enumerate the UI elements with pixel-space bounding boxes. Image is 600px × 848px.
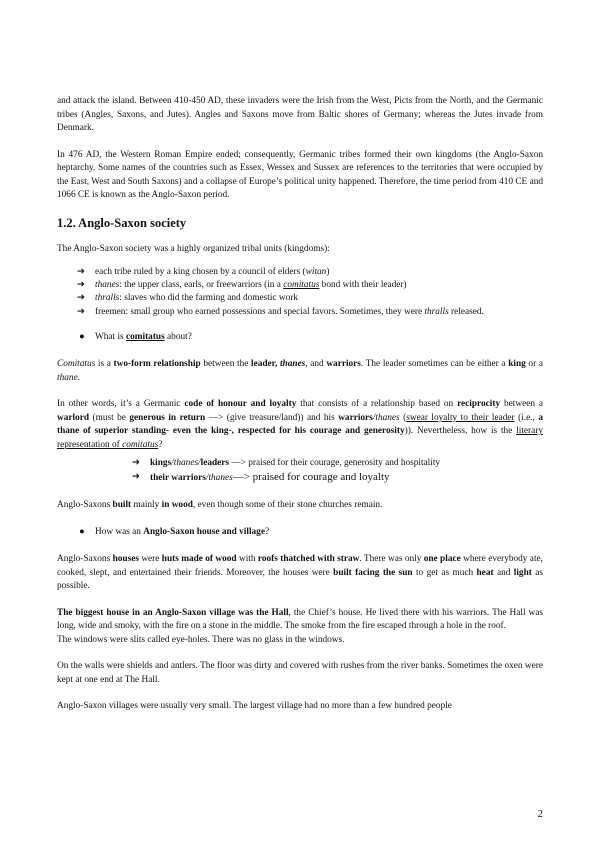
built-paragraph: Anglo-Saxons built mainly in wood, even though some of their stone churches remain. — [57, 500, 383, 511]
question-house-village: ● How was an Anglo-Saxon house and village? — [77, 526, 543, 540]
intro-paragraph-2: In 476 AD, the Western Roman Empire ended; consequently, Germanic tribes formed their own kingdoms (the Anglo-Saxon heptarchy. Some names of the countries such as Essex, Wessex and Sussex are references to the territories that were occupied by the East, West and South Saxons) and a collapse of Europe’s political unity happened. Therefore, the time period from 410 CE and 1066 CE is known as the Anglo-Saxon period. — [57, 149, 543, 200]
other-words-paragraph: In other words, it’s a Germanic code of honour and loyalty that consists of a relationship based on reciprocity between a warlord (must be generous in return —> (give treasure/land)) and his warriors/thanes (swear loyalty to their leader (i.e., a thane of superior standing- even the king-, respected for his courage and generosity)). Nevertheless, how is the literary representation of comitatus? — [57, 399, 543, 450]
page-content — [57, 95, 543, 714]
arrow-icon: ➔ — [77, 306, 85, 317]
arrow-icon: ➔ — [77, 280, 85, 291]
arrow-icon: ➔ — [132, 472, 140, 483]
list-item: ➔ their warriors/thanes—> praised for courage and loyalty — [132, 471, 390, 484]
villages-paragraph: Anglo-Saxon villages were usually very small. The largest village had no more than a few hundred people — [57, 701, 452, 712]
praise-list — [132, 456, 543, 485]
comitatus-paragraph: Comitatus is a two-form relationship between the leader, thanes, and warriors. The leader sometimes can be either a king or a thane. — [57, 359, 543, 383]
arrow-icon: ➔ — [77, 267, 85, 277]
society-list — [77, 266, 543, 319]
intro-paragraph-1: and attack the island. Between 410-450 AD, these invaders were the Irish from the West, Picts from the North, and the Germanic tribes (Angles, Saxons, and Jutes). Angles and Saxons move from Baltic shores of Germany; whereas the Jutes invade from Denmark. — [57, 96, 543, 133]
hall-paragraph: The biggest house in an Anglo-Saxon village was the Hall, the Chief’s house. He lived there with his warriors. The Hall was long, wide and smoky, with the fire on a stone in the middle. The smoke from the fire escaped through a hole in the roof. — [57, 607, 543, 632]
walls-paragraph: On the walls were shields and antlers. The floor was dirty and covered with rushes from the river banks. Sometimes the oxen were kept at one end at The Hall. — [57, 661, 543, 685]
windows-paragraph: The windows were slits called eye-holes. There was no glass in the windows. — [57, 634, 345, 645]
bullet-icon: ● — [79, 331, 85, 342]
list-item: ➔ freemen: small group who earned possessions and special favors. Sometimes, they were thralls released. — [77, 306, 543, 319]
list-item: ➔ thralls: slaves who did the farming and domestic work — [77, 292, 543, 305]
arrow-icon: ➔ — [77, 293, 85, 304]
page-number: 2 — [537, 808, 543, 820]
question-comitatus: ● What is comitatus about? — [77, 331, 543, 345]
section-lead: The Anglo-Saxon society was a highly organized tribal units (kingdoms): — [57, 243, 330, 254]
section-heading: 1.2. Anglo-Saxon society — [57, 215, 187, 230]
arrow-icon: ➔ — [132, 458, 140, 469]
houses-paragraph: Anglo-Saxons houses were huts made of wood with roofs thatched with straw. There was only one place where everybody ate, cooked, slept, and entertained their friends. Moreover, the houses were built facing the sun to get as much heat and light as possible. — [57, 554, 543, 592]
bullet-icon: ● — [79, 526, 85, 537]
list-item: ➔ thanes: the upper class, earls, or freewarriors (in a comitatus bond with their leader) — [77, 279, 543, 292]
list-item: ➔ kings/thanes/leaders —> praised for their courage, generosity and hospitality — [132, 458, 441, 469]
list-item: ➔ each tribe ruled by a king chosen by a council of elders (witan) — [77, 266, 543, 279]
